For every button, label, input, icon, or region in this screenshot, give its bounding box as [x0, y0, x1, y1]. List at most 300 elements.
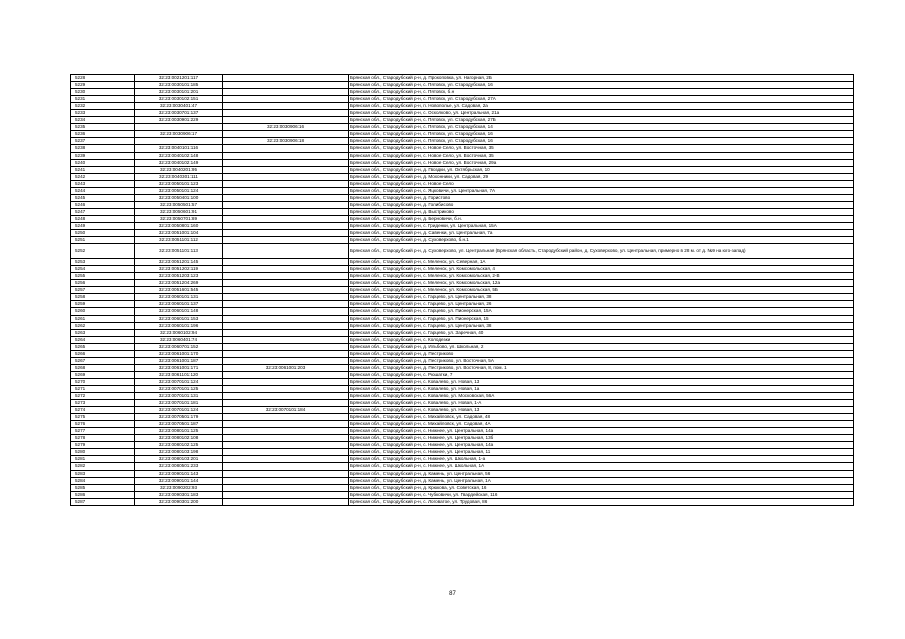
row-number-cell: 5246 [71, 201, 135, 208]
secondary-cadastral-number-cell [223, 491, 349, 498]
address-cell: Брянская обл., Стародубский р-н, п. Новополье, ул. Садовая, 2а [349, 103, 854, 110]
row-number-cell: 5276 [71, 421, 135, 428]
cadastral-number-cell: 32:23:0090301:183 [135, 491, 223, 498]
row-number-cell: 5257 [71, 287, 135, 294]
address-cell: Брянская обл., Стародубский р-н, с. Меленск, ул. Северная, 1А [349, 259, 854, 266]
row-number-cell: 5268 [71, 364, 135, 371]
cadastral-number-cell: 32:23:0080103:198 [135, 449, 223, 456]
table-row [71, 194, 854, 201]
secondary-cadastral-number-cell [223, 343, 349, 350]
address-cell: Брянская обл., Стародубский р-н, д. Пестриково, ул. Восточная, 5А [349, 357, 854, 364]
address-cell: Брянская обл., Стародубский р-н, с. Новое Село, ул. Восточная, 35 [349, 152, 854, 159]
table-row [71, 449, 854, 456]
table-row [71, 470, 854, 477]
table-row [71, 343, 854, 350]
secondary-cadastral-number-cell: 32:23:0061001:203 [223, 364, 349, 371]
secondary-cadastral-number-cell [223, 414, 349, 421]
cadastral-number-cell: 32:23:0080101:125 [135, 428, 223, 435]
cadastral-number-cell: 32:23:0050801:160 [135, 222, 223, 229]
cadastral-number-cell: 32:23:0040201:95 [135, 166, 223, 173]
cadastral-number-cell: 32:23:0051101:112 [135, 237, 223, 244]
table-row [71, 103, 854, 110]
address-cell: Брянская обл., Стародубский р-н, д. Суховерхово, б.н.1 [349, 237, 854, 244]
row-number-cell: 5241 [71, 166, 135, 173]
address-cell: Брянская обл., Стародубский р-н, с. Нижнее, ул. Центральная, 14а [349, 442, 854, 449]
cadastral-number-cell: 32:23:0050501:57 [135, 201, 223, 208]
address-cell: Брянская обл., Стародубский р-н, с. Гарцево, ул. Пионерская, 15А [349, 308, 854, 315]
row-number-cell: 5248 [71, 215, 135, 222]
table-row [71, 350, 854, 357]
secondary-cadastral-number-cell [223, 301, 349, 308]
address-cell: Брянская обл., Стародубский р-н, с. Пятовск, ул. Стародубская, 16 [349, 138, 854, 145]
secondary-cadastral-number-cell [223, 287, 349, 294]
row-number-cell: 5250 [71, 230, 135, 237]
cadastral-number-cell: 32:23:0080102:108 [135, 435, 223, 442]
secondary-cadastral-number-cell [223, 385, 349, 392]
row-number-cell: 5263 [71, 329, 135, 336]
table-row [71, 180, 854, 187]
cadastral-number-cell: 32:23:0060102:94 [135, 329, 223, 336]
row-number-cell: 5254 [71, 266, 135, 273]
registry-table [70, 74, 854, 506]
table-row [71, 244, 854, 259]
cadastral-number-cell: 32:23:0051203:123 [135, 273, 223, 280]
table-row [71, 124, 854, 131]
row-number-cell: 5237 [71, 138, 135, 145]
row-number-cell: 5228 [71, 75, 135, 82]
secondary-cadastral-number-cell [223, 315, 349, 322]
table-row [71, 407, 854, 414]
address-cell: Брянская обл., Стародубский р-н, с. Гриденки, ул. Центральная, 15А [349, 222, 854, 229]
row-number-cell: 5275 [71, 414, 135, 421]
table-row [71, 322, 854, 329]
row-number-cell: 5273 [71, 400, 135, 407]
table-row [71, 110, 854, 117]
cadastral-number-cell: 32:23:0060101:131 [135, 294, 223, 301]
address-cell: Брянская обл., Стародубский р-н, с. Рюшатки, 7 [349, 371, 854, 378]
cadastral-number-cell: 32:23:0090301:200 [135, 498, 223, 505]
table-row [71, 287, 854, 294]
cadastral-number-cell: 32:23:0060101:153 [135, 315, 223, 322]
address-cell: Брянская обл., Стародубский р-н, с. Нижнее, ул. Центральная, 14а [349, 428, 854, 435]
table-row [71, 414, 854, 421]
cadastral-number-cell: 32:23:0021201:117 [135, 75, 223, 82]
row-number-cell: 5234 [71, 117, 135, 124]
cadastral-number-cell: 32:23:0070501:179 [135, 414, 223, 421]
table-row [71, 371, 854, 378]
secondary-cadastral-number-cell [223, 294, 349, 301]
address-cell: Брянская обл., Стародубский р-н, с. Ковалево, ул. Новая, 1а [349, 385, 854, 392]
row-number-cell: 5236 [71, 131, 135, 138]
row-number-cell: 5287 [71, 498, 135, 505]
row-number-cell: 5243 [71, 180, 135, 187]
secondary-cadastral-number-cell [223, 96, 349, 103]
table-row [71, 357, 854, 364]
address-cell: Брянская обл., Стародубский р-н, с. Нижнее, ул. Школьная, 1А [349, 463, 854, 470]
table-row [71, 477, 854, 484]
address-cell: Брянская обл., Стародубский р-н, д. Ильбово, ул. Школьная, 2 [349, 343, 854, 350]
cadastral-number-cell: 32:23:0050101:124 [135, 187, 223, 194]
secondary-cadastral-number-cell [223, 273, 349, 280]
cadastral-number-cell [135, 138, 223, 145]
address-cell: Брянская обл., Стародубский р-н, с. Логоватое, ул. Трудовая, 86 [349, 498, 854, 505]
secondary-cadastral-number-cell [223, 470, 349, 477]
cadastral-number-cell: 32:23:0060101:148 [135, 308, 223, 315]
cadastral-number-cell: 32:23:0051202:119 [135, 266, 223, 273]
secondary-cadastral-number-cell [223, 103, 349, 110]
secondary-cadastral-number-cell [223, 442, 349, 449]
row-number-cell: 5270 [71, 378, 135, 385]
table-row [71, 96, 854, 103]
secondary-cadastral-number-cell [223, 280, 349, 287]
cadastral-number-cell: 32:23:0030101:185 [135, 82, 223, 89]
address-cell: Брянская обл., Стародубский р-н, с. Меленск, ул. Комсомольская, 2-В [349, 273, 854, 280]
row-number-cell: 5249 [71, 222, 135, 229]
table-row [71, 301, 854, 308]
row-number-cell: 5262 [71, 322, 135, 329]
secondary-cadastral-number-cell [223, 400, 349, 407]
secondary-cadastral-number-cell [223, 498, 349, 505]
cadastral-number-cell: 32:23:0051101:113 [135, 244, 223, 259]
secondary-cadastral-number-cell [223, 322, 349, 329]
address-cell: Брянская обл., Стародубский р-н, д. Суховерхово, ул. Центральная (Брянская область, Стародубский район, д. Суховерхово, ул. Центральная, примерно в 28 м. от д. №9 на юго-запад) [349, 244, 854, 259]
cadastral-number-cell: 32:23:0061001:187 [135, 357, 223, 364]
address-cell: Брянская обл., Стародубский р-н, с. Михайловск, ул. Садовая, 48 [349, 414, 854, 421]
cadastral-number-cell: 32:23:0090101:144 [135, 477, 223, 484]
cadastral-number-cell: 32:23:0050101:123 [135, 180, 223, 187]
address-cell: Брянская обл., Стародубский р-н, с. Пятовск, ул. Стародубская, 16 [349, 131, 854, 138]
secondary-cadastral-number-cell: 32:23:0030906:18 [223, 138, 349, 145]
table-row [71, 145, 854, 152]
address-cell: Брянская обл., Стародубский р-н, с. Колодезки [349, 336, 854, 343]
address-cell: Брянская обл., Стародубский р-н, с. Пятовск, ул. Стародубская, 27Б [349, 117, 854, 124]
secondary-cadastral-number-cell [223, 131, 349, 138]
address-cell: Брянская обл., Стародубский р-н, д. Савенки, ул. Центральная, 7а [349, 230, 854, 237]
table-row [71, 159, 854, 166]
registry-table-body [71, 75, 854, 506]
cadastral-number-cell: 32:23:0050601:91 [135, 208, 223, 215]
row-number-cell: 5260 [71, 308, 135, 315]
row-number-cell: 5261 [71, 315, 135, 322]
table-row [71, 187, 854, 194]
row-number-cell: 5264 [71, 336, 135, 343]
secondary-cadastral-number-cell [223, 308, 349, 315]
secondary-cadastral-number-cell [223, 484, 349, 491]
secondary-cadastral-number-cell: 32:23:0030906:16 [223, 124, 349, 131]
address-cell: Брянская обл., Стародубский р-н, с. Чубковичи, ул. Гвардейская, 116 [349, 491, 854, 498]
cadastral-number-cell: 32:23:0051001:104 [135, 230, 223, 237]
table-row [71, 237, 854, 244]
table-row [71, 491, 854, 498]
cadastral-number-cell: 32:23:0090101:143 [135, 470, 223, 477]
row-number-cell: 5245 [71, 194, 135, 201]
row-number-cell: 5282 [71, 463, 135, 470]
cadastral-number-cell: 32:23:0070501:187 [135, 421, 223, 428]
secondary-cadastral-number-cell [223, 463, 349, 470]
address-cell: Брянская обл., Стародубский р-н, д. Мохонники, ул. Садовая, 29 [349, 173, 854, 180]
secondary-cadastral-number-cell [223, 329, 349, 336]
table-row [71, 215, 854, 222]
row-number-cell: 5229 [71, 82, 135, 89]
address-cell: Брянская обл., Стародубский р-н, с. Нижнее, ул. Центральная, 11 [349, 449, 854, 456]
table-row [71, 89, 854, 96]
address-cell: Брянская обл., Стародубский р-н, с. Ковалево, ул. Новая, 1-А [349, 400, 854, 407]
row-number-cell: 5265 [71, 343, 135, 350]
row-number-cell: 5269 [71, 371, 135, 378]
table-row [71, 428, 854, 435]
address-cell: Брянская обл., Стародубский р-н, с. Пятовск, ул. Стародубская, 27А [349, 96, 854, 103]
table-row [71, 222, 854, 229]
address-cell: Брянская обл., Стародубский р-н, с. Гарцево, ул. Пионерская, 15 [349, 315, 854, 322]
cadastral-number-cell [135, 124, 223, 131]
row-number-cell: 5255 [71, 273, 135, 280]
row-number-cell: 5252 [71, 244, 135, 259]
row-number-cell: 5239 [71, 152, 135, 159]
cadastral-number-cell: 32:23:0061001:170 [135, 350, 223, 357]
secondary-cadastral-number-cell [223, 244, 349, 259]
secondary-cadastral-number-cell [223, 208, 349, 215]
table-row [71, 498, 854, 505]
table-row [71, 75, 854, 82]
table-row [71, 152, 854, 159]
table-row [71, 131, 854, 138]
address-cell: Брянская обл., Стародубский р-н, с. Новое Село, ул. Восточная, 29а [349, 159, 854, 166]
address-cell: Брянская обл., Стародубский р-н, д. Камень, ул. Центральная, 56 [349, 470, 854, 477]
secondary-cadastral-number-cell [223, 259, 349, 266]
secondary-cadastral-number-cell [223, 393, 349, 400]
row-number-cell: 5242 [71, 173, 135, 180]
table-row [71, 463, 854, 470]
cadastral-number-cell: 32:23:0030101:201 [135, 89, 223, 96]
cadastral-number-cell: 32:23:0051601:545 [135, 287, 223, 294]
address-cell: Брянская обл., Стародубский р-н, д. Пестриково [349, 350, 854, 357]
row-number-cell: 5256 [71, 280, 135, 287]
secondary-cadastral-number-cell [223, 215, 349, 222]
row-number-cell: 5247 [71, 208, 135, 215]
table-row [71, 308, 854, 315]
cadastral-number-cell: 32:23:0070101:181 [135, 400, 223, 407]
row-number-cell: 5280 [71, 449, 135, 456]
cadastral-number-cell: 32:23:0050401:100 [135, 194, 223, 201]
cadastral-number-cell: 32:23:0080103:201 [135, 456, 223, 463]
table-row [71, 82, 854, 89]
address-cell: Брянская обл., Стародубский р-н, с. Новое Село [349, 180, 854, 187]
table-row [71, 442, 854, 449]
secondary-cadastral-number-cell [223, 89, 349, 96]
cadastral-number-cell: 32:23:0030701:137 [135, 110, 223, 117]
address-cell: Брянская обл., Стародубский р-н, д. Камень, ул. Центральная, 1А [349, 477, 854, 484]
cadastral-number-cell: 32:23:0060101:196 [135, 322, 223, 329]
secondary-cadastral-number-cell [223, 371, 349, 378]
row-number-cell: 5231 [71, 96, 135, 103]
cadastral-number-cell: 32:23:0060401:74 [135, 336, 223, 343]
secondary-cadastral-number-cell [223, 166, 349, 173]
cadastral-number-cell: 32:23:0080102:125 [135, 442, 223, 449]
row-number-cell: 5240 [71, 159, 135, 166]
secondary-cadastral-number-cell [223, 187, 349, 194]
address-cell: Брянская обл., Стародубский р-н, д. Берновичи, б.н. [349, 215, 854, 222]
page-number: 87 [449, 591, 456, 597]
cadastral-number-cell: 32:23:0040301:111 [135, 173, 223, 180]
cadastral-number-cell: 32:23:0070101:131 [135, 393, 223, 400]
secondary-cadastral-number-cell [223, 266, 349, 273]
table-row [71, 435, 854, 442]
address-cell: Брянская обл., Стародубский р-н, д. Гвоздки, ул. Октябрьская, 10 [349, 166, 854, 173]
address-cell: Брянская обл., Стародубский р-н, д. Голибисово [349, 201, 854, 208]
secondary-cadastral-number-cell [223, 180, 349, 187]
address-cell: Брянская обл., Стародубский р-н, с. Ковалево, ул. Новая, 13 [349, 378, 854, 385]
row-number-cell: 5253 [71, 259, 135, 266]
table-row [71, 421, 854, 428]
cadastral-number-cell: 32:23:0060701:152 [135, 343, 223, 350]
row-number-cell: 5277 [71, 428, 135, 435]
address-cell: Брянская обл., Стародубский р-н, с. Гарцево, ул. Заречная, 40 [349, 329, 854, 336]
table-row [71, 230, 854, 237]
row-number-cell: 5238 [71, 145, 135, 152]
secondary-cadastral-number-cell [223, 152, 349, 159]
secondary-cadastral-number-cell [223, 477, 349, 484]
table-row [71, 208, 854, 215]
cadastral-number-cell: 32:23:0080501:233 [135, 463, 223, 470]
address-cell: Брянская обл., Стародубский р-н, с. Пятовск, ул. Стародубская, 14 [349, 124, 854, 131]
secondary-cadastral-number-cell [223, 173, 349, 180]
row-number-cell: 5233 [71, 110, 135, 117]
table-row [71, 259, 854, 266]
secondary-cadastral-number-cell [223, 145, 349, 152]
cadastral-number-cell: 32:23:0060101:137 [135, 301, 223, 308]
cadastral-number-cell: 32:23:0061001:171 [135, 364, 223, 371]
row-number-cell: 5278 [71, 435, 135, 442]
address-cell: Брянская обл., Стародубский р-н, с. Новое Село, ул. Восточная, 35 [349, 145, 854, 152]
table-row [71, 364, 854, 371]
row-number-cell: 5230 [71, 89, 135, 96]
secondary-cadastral-number-cell [223, 449, 349, 456]
secondary-cadastral-number-cell [223, 350, 349, 357]
table-row [71, 385, 854, 392]
cadastral-number-cell: 32:23:0061101:120 [135, 371, 223, 378]
secondary-cadastral-number-cell [223, 159, 349, 166]
table-row [71, 329, 854, 336]
secondary-cadastral-number-cell [223, 456, 349, 463]
cadastral-number-cell: 32:23:0070101:124 [135, 378, 223, 385]
secondary-cadastral-number-cell [223, 336, 349, 343]
row-number-cell: 5281 [71, 456, 135, 463]
address-cell: Брянская обл., Стародубский р-н, с. Меленск, ул. Комсомольская, 12а [349, 280, 854, 287]
table-row [71, 393, 854, 400]
secondary-cadastral-number-cell [223, 82, 349, 89]
cadastral-number-cell: 32:23:0030102:151 [135, 96, 223, 103]
row-number-cell: 5251 [71, 237, 135, 244]
row-number-cell: 5279 [71, 442, 135, 449]
address-cell: Брянская обл., Стародубский р-н, с. Пятовск, ул. Стародубская, 16 [349, 82, 854, 89]
address-cell: Брянская обл., Стародубский р-н, д. Гористово [349, 194, 854, 201]
address-cell: Брянская обл., Стародубский р-н, с. Нижнее, ул. Центральная, 13б [349, 435, 854, 442]
address-cell: Брянская обл., Стародубский р-н, с. Ковалево, ул. Московская, 56А [349, 393, 854, 400]
table-row [71, 378, 854, 385]
address-cell: Брянская обл., Стародубский р-н, с. Пятовск, б.н [349, 89, 854, 96]
cadastral-number-cell: 32:23:0030401:47 [135, 103, 223, 110]
secondary-cadastral-number-cell [223, 117, 349, 124]
row-number-cell: 5284 [71, 477, 135, 484]
row-number-cell: 5286 [71, 491, 135, 498]
cadastral-number-cell: 32:23:0050701:89 [135, 215, 223, 222]
address-cell: Брянская обл., Стародубский р-н, д. Прокоповка, ул. Нагорная, 2Б [349, 75, 854, 82]
table-row [71, 166, 854, 173]
secondary-cadastral-number-cell [223, 230, 349, 237]
secondary-cadastral-number-cell [223, 237, 349, 244]
address-cell: Брянская обл., Стародубский р-н, с. Ковалево, ул. Новая, 13 [349, 407, 854, 414]
table-row [71, 138, 854, 145]
row-number-cell: 5285 [71, 484, 135, 491]
address-cell: Брянская обл., Стародубский р-н, с. Яцковичи, ул. Центральная, 7А [349, 187, 854, 194]
row-number-cell: 5244 [71, 187, 135, 194]
table-row [71, 400, 854, 407]
address-cell: Брянская обл., Стародубский р-н, д. Крюкова, ул. Советская, 16 [349, 484, 854, 491]
address-cell: Брянская обл., Стародубский р-н, с. Меленск, ул. Комсомольская, 4 [349, 266, 854, 273]
address-cell: Брянская обл., Стародубский р-н, с. Гарцево, ул. Центральная, 38 [349, 322, 854, 329]
secondary-cadastral-number-cell [223, 194, 349, 201]
address-cell: Брянская обл., Стародубский р-н, с. Гарцево, ул. Центральная, 38 [349, 294, 854, 301]
cadastral-number-cell: 32:23:0040102:149 [135, 159, 223, 166]
table-row [71, 336, 854, 343]
table-row [71, 117, 854, 124]
table-row [71, 266, 854, 273]
table-row [71, 173, 854, 180]
row-number-cell: 5232 [71, 103, 135, 110]
address-cell: Брянская обл., Стародубский р-н, с. Михайловск, ул. Садовая, 4А [349, 421, 854, 428]
address-cell: Брянская обл., Стародубский р-н, с. Меленск, ул. Комсомольская, 5Б [349, 287, 854, 294]
table-row [71, 484, 854, 491]
address-cell: Брянская обл., Стародубский р-н, с. Осколково, ул. Центральная, 21а [349, 110, 854, 117]
row-number-cell: 5258 [71, 294, 135, 301]
address-cell: Брянская обл., Стародубский р-н, д. Пестриково, ул. Восточная, 8, пом. 1 [349, 364, 854, 371]
table-row [71, 294, 854, 301]
table-row [71, 273, 854, 280]
row-number-cell: 5271 [71, 385, 135, 392]
secondary-cadastral-number-cell [223, 428, 349, 435]
row-number-cell: 5267 [71, 357, 135, 364]
address-cell: Брянская обл., Стародубский р-н, с. Нижнее, ул. Школьная, 1-а [349, 456, 854, 463]
cadastral-number-cell: 32:23:0040101:116 [135, 145, 223, 152]
secondary-cadastral-number-cell [223, 201, 349, 208]
cadastral-number-cell: 32:23:0051204:269 [135, 280, 223, 287]
secondary-cadastral-number-cell [223, 421, 349, 428]
row-number-cell: 5235 [71, 124, 135, 131]
row-number-cell: 5274 [71, 407, 135, 414]
table-row [71, 456, 854, 463]
row-number-cell: 5283 [71, 470, 135, 477]
secondary-cadastral-number-cell [223, 222, 349, 229]
row-number-cell: 5259 [71, 301, 135, 308]
secondary-cadastral-number-cell: 32:23:0070101:184 [223, 407, 349, 414]
cadastral-number-cell: 32:23:0070101:125 [135, 385, 223, 392]
table-row [71, 280, 854, 287]
cadastral-number-cell: 32:23:0051201:145 [135, 259, 223, 266]
table-row [71, 201, 854, 208]
secondary-cadastral-number-cell [223, 435, 349, 442]
table-row [71, 315, 854, 322]
row-number-cell: 5272 [71, 393, 135, 400]
cadastral-number-cell: 32:23:0030901:229 [135, 117, 223, 124]
cadastral-number-cell: 32:23:0070101:124 [135, 407, 223, 414]
cadastral-number-cell: 32:23:0040102:148 [135, 152, 223, 159]
secondary-cadastral-number-cell [223, 75, 349, 82]
address-cell: Брянская обл., Стародубский р-н, д. Выстриково [349, 208, 854, 215]
address-cell: Брянская обл., Стародубский р-н, с. Гарцево, ул. Центральная, 26 [349, 301, 854, 308]
secondary-cadastral-number-cell [223, 357, 349, 364]
cadastral-number-cell: 32:23:0030906:17 [135, 131, 223, 138]
row-number-cell: 5266 [71, 350, 135, 357]
